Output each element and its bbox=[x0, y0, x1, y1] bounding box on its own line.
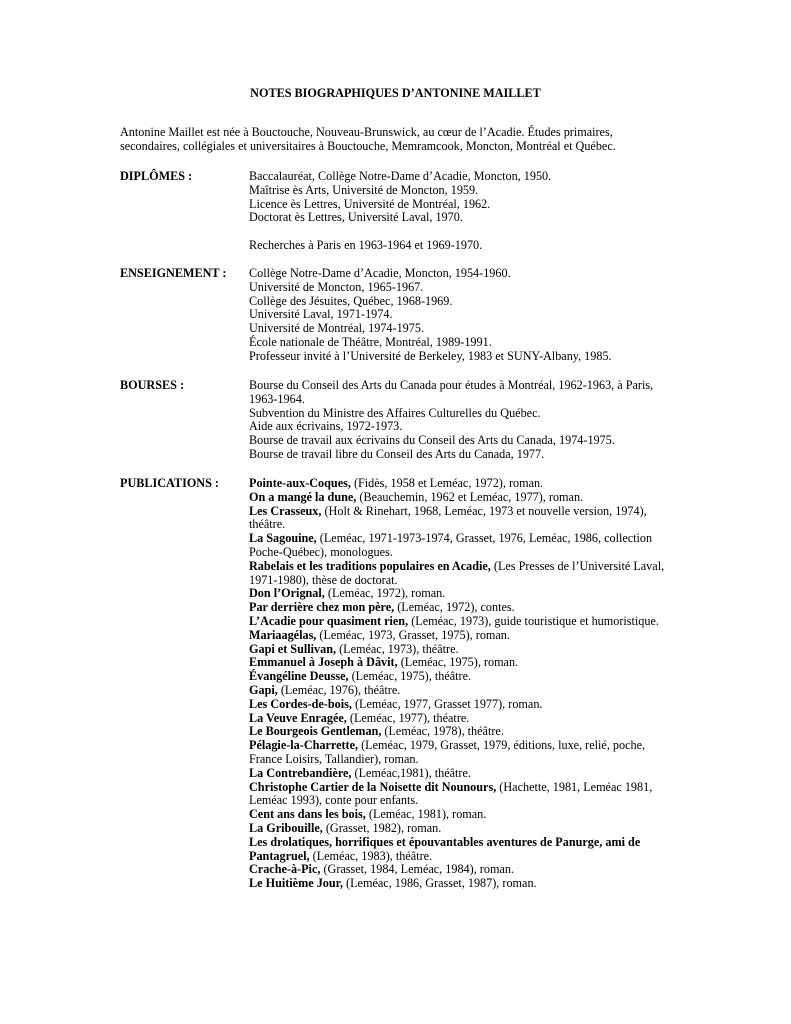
enseignement-item: Université de Montréal, 1974-1975. bbox=[249, 321, 424, 336]
publication-title: Pointe-aux-Coques, bbox=[249, 476, 351, 490]
publication-details-continuation: 1971-1980), thèse de doctorat. bbox=[249, 572, 398, 587]
publication-details: (Les Presses de l’Université Laval, bbox=[490, 558, 665, 573]
publication-item bbox=[249, 629, 669, 643]
publication-title: Par derrière chez mon père, bbox=[249, 600, 395, 615]
enseignement-item: Université de Moncton, 1965-1967. bbox=[249, 279, 424, 294]
publication-item bbox=[249, 781, 669, 809]
publication-title: Les Cordes-de-bois, bbox=[249, 696, 352, 711]
publication-item bbox=[249, 712, 669, 726]
bourse-item: Subvention du Ministre des Affaires Culturelles du Québec. bbox=[249, 405, 541, 420]
publication-list bbox=[249, 477, 669, 891]
publication-details: (Leméac, 1986, Grasset, 1987), roman. bbox=[343, 876, 537, 891]
publication-item bbox=[249, 587, 669, 601]
publication-item bbox=[249, 601, 669, 615]
publication-title: Évangéline Deusse, bbox=[249, 669, 349, 684]
publication-item bbox=[249, 505, 669, 533]
publication-item bbox=[249, 698, 669, 712]
publication-item bbox=[249, 725, 669, 739]
publication-item bbox=[249, 877, 669, 891]
publication-details-continuation: Poche-Québec), monologues. bbox=[249, 544, 393, 559]
publication-title: La Contrebandière, bbox=[249, 765, 352, 780]
publication-details: (Leméac, 1971-1973-1974, Grasset, 1976, Leméac, 1986, collection bbox=[316, 531, 653, 546]
publication-title: Gapi, bbox=[249, 682, 278, 697]
publication-details: (Leméac, 1973, Grasset, 1975), roman. bbox=[316, 627, 510, 642]
intro-line: Antonine Maillet est née à Bouctouche, Nouveau-Brunswick, au cœur de l’Acadie. Études primaires, bbox=[120, 125, 613, 139]
publication-details: (Leméac, 1972), contes. bbox=[394, 600, 515, 615]
publication-details: (Leméac,1981), théâtre. bbox=[351, 765, 471, 780]
bourse-item-continuation: 1963-1964. bbox=[249, 391, 305, 406]
publication-item bbox=[249, 532, 669, 560]
publication-details: (Leméac, 1975), roman. bbox=[397, 655, 519, 670]
publication-details: (Leméac, 1981), roman. bbox=[365, 807, 487, 822]
publication-title: Les drolatiques, horrifiques et épouvantables aventures de Panurge, ami de bbox=[249, 834, 641, 849]
publication-details: (Grasset, 1984, Leméac, 1984), roman. bbox=[320, 862, 514, 877]
diplome-item: Baccalauréat, Collège Notre-Dame d’Acadie, Moncton, 1950. bbox=[249, 169, 552, 183]
publication-item bbox=[249, 656, 669, 670]
publication-item bbox=[249, 822, 669, 836]
publication-item bbox=[249, 863, 669, 877]
publication-details: (Beauchemin, 1962 et Leméac, 1977), roman. bbox=[356, 489, 584, 504]
publication-details: (Leméac, 1973), théâtre. bbox=[336, 641, 459, 656]
enseignement-item: Collège Notre-Dame d’Acadie, Moncton, 1954-1960. bbox=[249, 266, 511, 280]
publication-title: Cent ans dans les bois, bbox=[249, 807, 366, 822]
publication-item bbox=[249, 670, 669, 684]
enseignement-item: Professeur invité à l’Université de Berkeley, 1983 et SUNY-Albany, 1985. bbox=[249, 348, 612, 363]
publication-details: (Leméac, 1973), guide touristique et humoristique. bbox=[408, 613, 659, 628]
publication-item bbox=[249, 739, 669, 767]
bourse-item: Bourse du Conseil des Arts du Canada pour études à Montréal, 1962-1963, à Paris, bbox=[249, 378, 654, 392]
section-label-bourses: BOURSES : bbox=[120, 378, 185, 392]
bourse-item: Aide aux écrivains, 1972-1973. bbox=[249, 419, 403, 434]
publication-title: La Gribouille, bbox=[249, 820, 323, 835]
section-body-diplomes bbox=[249, 170, 649, 253]
publication-title: Le Huitième Jour, bbox=[249, 876, 343, 891]
publication-title: Pantagruel, bbox=[249, 848, 310, 863]
publication-title: On a mangé la dune, bbox=[249, 489, 357, 504]
publication-item bbox=[249, 615, 669, 629]
diplome-item: Licence ès Lettres, Université de Montréal, 1962. bbox=[249, 196, 491, 211]
publication-details: (Leméac, 1979, Grasset, 1979, éditions, luxe, relié, poche, bbox=[358, 738, 646, 753]
publication-title: Le Bourgeois Gentleman, bbox=[249, 724, 382, 739]
publication-details: (Holt & Rinehart, 1968, Leméac, 1973 et nouvelle version, 1974), bbox=[321, 503, 647, 518]
publication-details: (Leméac, 1978), théâtre. bbox=[381, 724, 504, 739]
intro-paragraph bbox=[120, 126, 680, 154]
publication-item bbox=[249, 767, 669, 781]
publication-item bbox=[249, 808, 669, 822]
bourse-item: Bourse de travail libre du Conseil des Arts du Canada, 1977. bbox=[249, 446, 545, 461]
page-title: NOTES BIOGRAPHIQUES D’ANTONINE MAILLET bbox=[250, 86, 541, 100]
publication-item bbox=[249, 491, 669, 505]
enseignement-item: Université Laval, 1971-1974. bbox=[249, 307, 393, 322]
publication-details: (Leméac, 1972), roman. bbox=[324, 586, 446, 601]
publication-details-continuation: Leméac 1993), conte pour enfants. bbox=[249, 793, 419, 808]
publication-item bbox=[249, 850, 669, 864]
publication-details: (Grasset, 1982), roman. bbox=[322, 820, 442, 835]
publication-title: Pélagie-la-Charrette, bbox=[249, 738, 359, 753]
publication-title: La Veuve Enragée, bbox=[249, 710, 347, 725]
publication-item bbox=[249, 477, 669, 491]
enseignement-item: Collège des Jésuites, Québec, 1968-1969. bbox=[249, 293, 453, 308]
diplome-note: Recherches à Paris en 1963-1964 et 1969-1970. bbox=[249, 237, 483, 252]
spacer bbox=[249, 225, 649, 239]
publication-details: (Leméac, 1975), théâtre. bbox=[348, 669, 472, 684]
publication-title: Rabelais et les traditions populaires en Acadie, bbox=[249, 558, 491, 573]
publication-details: (Leméac, 1977, Grasset 1977), roman. bbox=[351, 696, 543, 711]
publication-title: Crache-à-Pic, bbox=[249, 862, 321, 877]
diplome-item: Maîtrise ès Arts, Université de Moncton, 1959. bbox=[249, 182, 479, 197]
enseignement-item: École nationale de Théâtre, Montréal, 1989-1991. bbox=[249, 334, 492, 349]
section-label-diplomes: DIPLÔMES : bbox=[120, 169, 193, 183]
publication-details: (Leméac, 1976), théâtre. bbox=[277, 682, 401, 697]
publication-item bbox=[249, 836, 669, 850]
section-label-publications: PUBLICATIONS : bbox=[120, 476, 219, 490]
publication-title: Christophe Cartier de la Noisette dit Nounours, bbox=[249, 779, 497, 794]
publication-details: (Leméac, 1983), théâtre. bbox=[309, 848, 433, 863]
bourse-item: Bourse de travail aux écrivains du Conseil des Arts du Canada, 1974-1975. bbox=[249, 433, 615, 448]
publication-item bbox=[249, 643, 669, 657]
publication-title: Les Crasseux, bbox=[249, 503, 322, 518]
intro-line: secondaires, collégiales et universitaires à Bouctouche, Memramcook, Moncton, Montréal et Québec. bbox=[120, 138, 616, 153]
publication-details: (Hachette, 1981, Leméac 1981, bbox=[496, 779, 653, 794]
publication-title: L’Acadie pour quasiment rien, bbox=[249, 613, 409, 628]
diplome-item: Doctorat ès Lettres, Université Laval, 1970. bbox=[249, 210, 463, 225]
publication-title: La Sagouine, bbox=[249, 531, 317, 546]
publication-details-continuation: France Loisirs, Tallandier), roman. bbox=[249, 751, 419, 766]
publication-title: Gapi et Sullivan, bbox=[249, 641, 337, 656]
section-body-bourses bbox=[249, 379, 669, 462]
publication-item bbox=[249, 560, 669, 588]
publication-title: Emmanuel à Joseph à Dâvit, bbox=[249, 655, 398, 670]
section-body-enseignement bbox=[249, 267, 649, 364]
publication-item bbox=[249, 684, 669, 698]
publication-details-continuation: théâtre. bbox=[249, 517, 286, 532]
publication-title: Don l’Orignal, bbox=[249, 586, 325, 601]
publication-title: Mariaagélas, bbox=[249, 627, 317, 642]
publication-details: (Fidès, 1958 et Leméac, 1972), roman. bbox=[350, 476, 544, 490]
publication-details: (Leméac, 1977), théatre. bbox=[346, 710, 470, 725]
section-label-enseignement: ENSEIGNEMENT : bbox=[120, 266, 227, 280]
